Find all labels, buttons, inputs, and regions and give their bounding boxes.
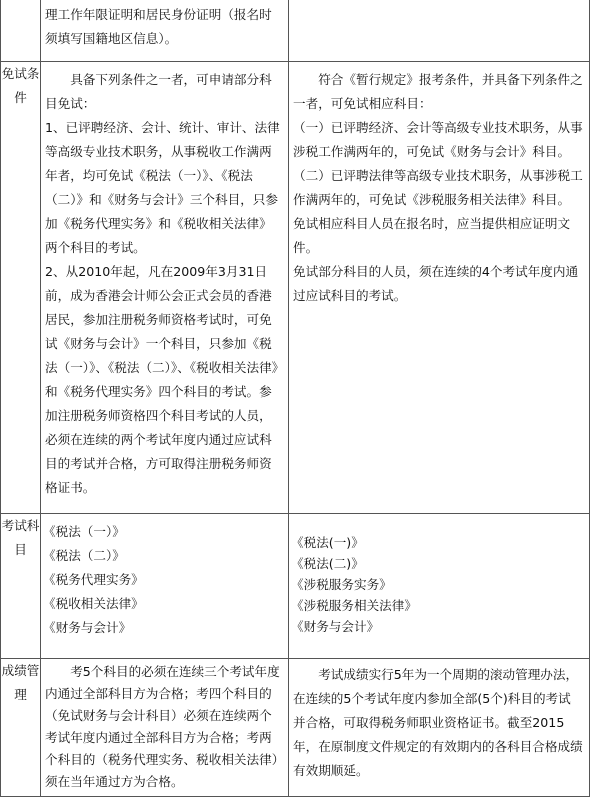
table-row [1, 0, 590, 62]
old-policy-cell [41, 514, 289, 659]
subject-item: 《税法(一)》 [291, 535, 364, 550]
row-label-scores: 成绩管理 [1, 659, 41, 797]
row-label-subjects: 考试科目 [1, 514, 41, 659]
subject-item: 《涉税服务实务》 [291, 577, 392, 592]
paragraph: 具备下列条件之一者，可申请部分科目免试： [45, 72, 272, 111]
new-policy-cell [289, 62, 590, 514]
paragraph: 考试成绩实行5年为一个周期的滚动管理办法，在连续的5个考试年度内参加全部(5个)科目的考试并合格，可取得税务师职业资格证书。截至2015年，在原制度文件规定的有效期内的各科目合格成绩有效期顺延。 [293, 667, 583, 778]
paragraph: 考5个科目的必须在连续三个考试年度内通过全部科目方为合格；考四个科目的（免试财务与会计科目）必须在连续两个考试年度内通过全部科目方为合格；考两个科目的（税务代理实务、税收相关法律）须在当年通过方为合格。 [45, 664, 280, 789]
paragraph: 1、已评聘经济、会计、统计、审计、法律等高级专业技术职务，从事税收工作满两年者，均可免试《税法（一）》、《税法（二）》和《财务与会计》三个科目，只参加《税务代理实务》和《税收相关法律》两个科目的考试。 [45, 120, 280, 255]
paragraph: 理工作年限证明和居民身份证明（报名时须填写国籍地区信息）。 [45, 7, 272, 46]
table-row [1, 659, 590, 797]
new-policy-cell [289, 0, 590, 62]
table-row [1, 62, 590, 514]
subject-item: 《财务与会计》 [291, 619, 380, 634]
table-row [1, 514, 590, 659]
new-policy-cell [289, 659, 590, 797]
subject-item: 《税法(二)》 [291, 556, 364, 571]
paragraph: （一）已评聘经济、会计等高级专业技术职务，从事涉税工作满两年的，可免试《财务与会计》科目。 [293, 120, 583, 159]
paragraph: 2、从2010年起，凡在2009年3月31日前，成为香港会计师公会正式会员的香港居民，参加注册税务师资格考试时，可免试《财务与会计》一个科目，只参加《税法（一）》、《税法（二）》、《税收相关法律》和《税务代理实务》四个科目的考试。参加注册税务师资格四个科目考试的人员，必须在连续的两个考试年度内通过应试科目的考试并合格，方可取得注册税务师资格证书。 [45, 264, 278, 495]
subject-item: 《财务与会计》 [43, 620, 132, 635]
row-label [1, 0, 41, 62]
paragraph: 免试相应科目人员在报名时，应当提供相应证明文件。 [293, 216, 571, 255]
old-policy-cell [41, 659, 289, 797]
subject-item: 《涉税服务相关法律》 [291, 598, 417, 613]
subject-item: 《税法（一）》 [43, 524, 125, 539]
old-policy-cell [41, 62, 289, 514]
paragraph: 免试部分科目的人员，须在连续的4个考试年度内通过应试科目的考试。 [293, 264, 579, 303]
subject-item: 《税收相关法律》 [43, 596, 144, 611]
paragraph: 符合《暂行规定》报考条件，并具备下列条件之一者，可免试相应科目： [293, 72, 583, 111]
subject-item: 《税法（二）》 [43, 548, 125, 563]
old-policy-cell [41, 0, 289, 62]
paragraph: （二）已评聘法律等高级专业技术职务，从事涉税工作满两年的，可免试《涉税服务相关法律》科目。 [293, 168, 583, 207]
row-label-exempt: 免试条件 [1, 62, 41, 514]
subject-item: 《税务代理实务》 [43, 572, 144, 587]
new-policy-cell [289, 514, 590, 659]
